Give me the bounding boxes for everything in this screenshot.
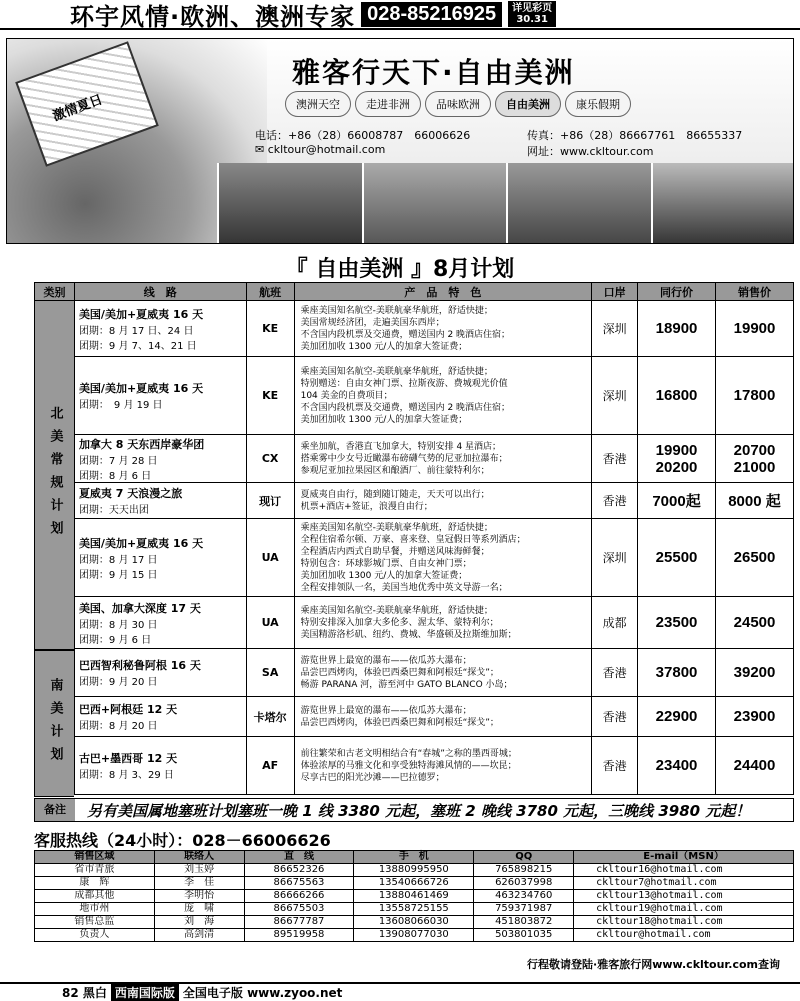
- svc-col: E-mail（MSN）: [574, 851, 794, 864]
- route-name: 古巴+墨西哥 12 天: [78, 752, 178, 765]
- tel-number: +86（28）66008787 66006626: [288, 129, 471, 142]
- feature-line: 美加团加收 1300 元/人的加拿大签证费；: [300, 570, 468, 581]
- feature-line: 机票+酒店+签证，浪漫自由行；: [300, 501, 433, 512]
- service-row: [35, 864, 794, 877]
- trade-price: 18900: [638, 301, 716, 357]
- feature-line: 美加团加收 1300 元/人的加拿大签证费；: [300, 341, 468, 352]
- route-date: 团期： 9 月 19 日: [78, 400, 163, 411]
- pill-item: 品味欧洲: [425, 91, 491, 117]
- retail-price: 17800: [716, 357, 794, 435]
- service-cell: 负责人: [35, 929, 155, 942]
- feature-line: 乘坐加航，香港直飞加拿大，特别安排 4 星酒店；: [300, 441, 502, 452]
- feature-line: 全程住宿希尔顿、万豪、喜来登、皇冠假日等系列酒店；: [300, 534, 526, 545]
- pill-item: 自由美洲: [495, 91, 561, 117]
- route-name: 巴西+阿根廷 12 天: [78, 703, 178, 716]
- service-cell: 13908077030: [354, 929, 474, 942]
- svc-col: 销售区域: [35, 851, 155, 864]
- trade-price: 23500: [638, 597, 716, 649]
- contact-tel: [255, 127, 470, 143]
- route-date: 团期：9 月 6 日: [78, 634, 152, 646]
- features-cell: [294, 597, 592, 649]
- route-date: 团期：8 月 30 日: [78, 619, 158, 631]
- service-cell: 省市青旅: [35, 864, 155, 877]
- service-cell: 刘玉婷: [154, 864, 244, 877]
- category-spacer: [35, 301, 75, 357]
- feature-line: 特别赠送：自由女神门票、拉斯夜游、费城观光价值: [300, 378, 508, 389]
- col-features: 产 品 特 色: [294, 283, 592, 301]
- retail-price: 39200: [716, 649, 794, 697]
- see-color-page: [508, 1, 556, 27]
- route-date: 团期：7 月 28 日: [78, 455, 158, 467]
- features-cell: [294, 357, 592, 435]
- pill-item: 澳洲天空: [285, 91, 351, 117]
- note-label: 备注: [35, 799, 75, 821]
- email-cell[interactable]: ckltour13@hotmail.com: [574, 890, 794, 903]
- category-spacer: [35, 697, 75, 737]
- feature-line: 夏威夷自由行，随到随订随走，天天可以出行；: [300, 489, 490, 500]
- note-bar: [34, 798, 794, 822]
- service-cell: 李明怡: [154, 890, 244, 903]
- route-date: 团期：8 月 20 日: [78, 721, 158, 732]
- service-cell: 463234760: [474, 890, 574, 903]
- col-trade-price: 同行价: [638, 283, 716, 301]
- col-route: 线 路: [74, 283, 246, 301]
- feature-line: 前往繁荣和古老文明相结合有“春城”之称的墨西哥城；: [300, 748, 517, 759]
- category-spacer: [35, 519, 75, 597]
- brand-title: 环宇风情·欧洲、澳洲专家: [70, 2, 356, 31]
- features-cell: [294, 301, 592, 357]
- contact-email[interactable]: [255, 143, 385, 156]
- category-spacer: [35, 737, 75, 795]
- service-cell: 13540666726: [354, 877, 474, 890]
- fax-label: 传真：: [527, 129, 560, 142]
- statue-photo: [651, 163, 795, 244]
- service-cell: 451803872: [474, 916, 574, 929]
- retail-price: 8000 起: [716, 483, 794, 519]
- route-cell: [74, 649, 246, 697]
- page-number: 82 黑白: [62, 985, 107, 1000]
- retail-price: 23900: [716, 697, 794, 737]
- port-cell: 香港: [592, 483, 638, 519]
- service-cell: 刘 海: [154, 916, 244, 929]
- route-name: 夏威夷 7 天浪漫之旅: [78, 487, 183, 500]
- service-cell: 销售总监: [35, 916, 155, 929]
- trade-price: 16800: [638, 357, 716, 435]
- svc-col: QQ: [474, 851, 574, 864]
- header-phone: 028-85216925: [361, 2, 502, 27]
- retail-price: 24400: [716, 737, 794, 795]
- web-label: 网址：: [527, 145, 560, 158]
- route-cell: [74, 519, 246, 597]
- service-header: [35, 851, 794, 864]
- svc-col: 手 机: [354, 851, 474, 864]
- plan-row: [35, 483, 794, 519]
- service-table: [34, 850, 794, 942]
- port-cell: 香港: [592, 649, 638, 697]
- route-date: 团期：8 月 3、29 日: [78, 770, 174, 781]
- email-value[interactable]: ckltour@hotmail.com: [267, 143, 386, 156]
- flight-cell: 现订: [246, 483, 294, 519]
- category-spacer: [35, 649, 75, 697]
- flight-cell: KE: [246, 301, 294, 357]
- top-banner: [0, 0, 800, 30]
- city-photo: [506, 163, 651, 244]
- flight-cell: UA: [246, 519, 294, 597]
- features-cell: [294, 649, 592, 697]
- email-cell[interactable]: ckltour@hotmail.com: [574, 929, 794, 942]
- route-date: 团期：8 月 6 日: [78, 470, 152, 482]
- site-link[interactable]: 全国电子版 www.zyoo.net: [182, 985, 343, 1000]
- mail-icon: ✉: [255, 143, 268, 156]
- port-cell: 深圳: [592, 301, 638, 357]
- plan-row: [35, 519, 794, 597]
- col-category: 类别: [35, 283, 75, 301]
- trade-price: 37800: [638, 649, 716, 697]
- port-cell: 深圳: [592, 519, 638, 597]
- feature-line: 体验浓厚的马雅文化和享受独特海滩风情的——坎昆；: [300, 760, 517, 771]
- retail-price: 19900: [716, 301, 794, 357]
- service-cell: 626037998: [474, 877, 574, 890]
- contact-fax: [527, 127, 742, 143]
- port-cell: 成都: [592, 597, 638, 649]
- service-cell: 86675503: [244, 903, 354, 916]
- see-line-1: 详见彩页: [512, 3, 553, 14]
- port-cell: 香港: [592, 737, 638, 795]
- feature-line: 乘座美国知名航空-美联航豪华航班，舒适快捷；: [300, 522, 493, 533]
- flight-cell: CX: [246, 435, 294, 483]
- flight-cell: UA: [246, 597, 294, 649]
- flight-cell: 卡塔尔: [246, 697, 294, 737]
- plan-row: [35, 697, 794, 737]
- plan-title: 『 自由美洲 』8月计划: [285, 257, 515, 282]
- service-cell: 13558725155: [354, 903, 474, 916]
- service-cell: 庞 啸: [154, 903, 244, 916]
- service-cell: 86652326: [244, 864, 354, 877]
- feature-line: 尽享古巴的阳光沙滩——巴拉德罗；: [300, 772, 445, 783]
- feature-line: 乘座美国知名航空-美联航豪华航班，舒适快捷；: [300, 305, 493, 316]
- trade-price: 19900 20200: [638, 435, 716, 483]
- email-cell[interactable]: ckltour18@hotmail.com: [574, 916, 794, 929]
- edition-box: 西南国际版: [111, 984, 179, 1001]
- service-cell: 地市州: [35, 903, 155, 916]
- features-cell: [294, 435, 592, 483]
- col-port: 口岸: [592, 283, 638, 301]
- retail-price: 20700 21000: [716, 435, 794, 483]
- route-cell: [74, 301, 246, 357]
- web-value[interactable]: www.ckltour.com: [560, 145, 654, 158]
- pill-item: 走进非洲: [355, 91, 421, 117]
- route-name: 美国/美加+夏威夷 16 天: [78, 382, 204, 395]
- feature-line: 品尝巴西烤肉，体验巴西桑巴舞和阿根廷“探戈”；: [300, 717, 499, 728]
- route-cell: [74, 737, 246, 795]
- flight-cell: AF: [246, 737, 294, 795]
- flight-cell: SA: [246, 649, 294, 697]
- route-cell: [74, 597, 246, 649]
- plan-row: [35, 597, 794, 649]
- email-cell[interactable]: ckltour7@hotmail.com: [574, 877, 794, 890]
- service-cell: 86666266: [244, 890, 354, 903]
- plan-header: [35, 283, 794, 301]
- plan-row: [35, 649, 794, 697]
- feature-line: 美国精游洛杉矶、纽约、费城、华盛顿及拉斯维加斯；: [300, 629, 517, 640]
- route-date: 团期：8 月 17 日: [78, 554, 158, 566]
- note-text: 另有美国属地塞班计划塞班一晚 1 线 3380 元起，塞班 2 晚线 3780 元起，三晚线 3980 元起！: [87, 801, 751, 820]
- tel-label: 电话：: [255, 129, 288, 142]
- sail-text: 激情夏日: [50, 92, 105, 125]
- route-name: 美国/美加+夏威夷 16 天: [78, 307, 204, 321]
- features-cell: [294, 519, 592, 597]
- service-cell: 成都其他: [35, 890, 155, 903]
- port-cell: 香港: [592, 697, 638, 737]
- service-row: [35, 903, 794, 916]
- trade-price: 25500: [638, 519, 716, 597]
- route-date: 团期：9 月 7、14、21 日: [78, 340, 197, 352]
- col-flight: 航班: [246, 283, 294, 301]
- feature-line: 不含国内段机票及交通费，赠送国内 2 晚酒店住宿；: [300, 402, 511, 413]
- route-cell: [74, 697, 246, 737]
- advert-block: [6, 38, 794, 244]
- route-cell: [74, 357, 246, 435]
- route-date: 团期：天天出团: [78, 505, 149, 516]
- route-name: 美国、加拿大深度 17 天: [78, 601, 201, 615]
- page-footer: [0, 982, 800, 1000]
- feature-line: 游览世界上最宽的瀑布——依瓜苏大瀑布；: [300, 655, 472, 666]
- category-spacer: [35, 483, 75, 519]
- flight-cell: KE: [246, 357, 294, 435]
- category-south-label: 南美计划: [47, 677, 63, 770]
- plan-row: [35, 301, 794, 357]
- feature-line: 特别包含：环球影城门票、自由女神门票；: [300, 558, 472, 569]
- plan-row: [35, 737, 794, 795]
- feature-line: 104 美金的自费项目；: [300, 390, 393, 401]
- service-row: [35, 877, 794, 890]
- trade-price: 22900: [638, 697, 716, 737]
- product-pills: [285, 91, 631, 117]
- service-cell: 高剑清: [154, 929, 244, 942]
- hotline: 客服热线（24小时）：028－66006626: [34, 831, 331, 850]
- service-cell: 503801035: [474, 929, 574, 942]
- category-north-label: 北美常规计划: [47, 406, 63, 544]
- svc-col: 直 线: [244, 851, 354, 864]
- retail-price: 24500: [716, 597, 794, 649]
- hollywood-photo: [362, 163, 507, 244]
- service-cell: 765898215: [474, 864, 574, 877]
- plan-table: [34, 282, 794, 795]
- email-cell[interactable]: ckltour19@hotmail.com: [574, 903, 794, 916]
- feature-line: 不含国内段机票及交通费，赠送国内 2 晚酒店住宿；: [300, 329, 511, 340]
- feature-line: 美加团加收 1300 元/人的加拿大签证费；: [300, 414, 468, 425]
- trade-price: 7000起: [638, 483, 716, 519]
- see-line-2: 30.31: [516, 14, 548, 25]
- features-cell: [294, 483, 592, 519]
- features-cell: [294, 697, 592, 737]
- feature-line: 搭乘雾中少女号近瞰瀑布磅礴气势的尼亚加拉瀑布；: [300, 453, 508, 464]
- service-cell: 李 佳: [154, 877, 244, 890]
- route-name: 加拿大 8 天东西岸豪华团: [78, 437, 205, 451]
- feature-line: 全程酒店内西式自助早餐，并赠送风味海鲜餐；: [300, 546, 490, 557]
- col-retail-price: 销售价: [716, 283, 794, 301]
- service-cell: 13880461469: [354, 890, 474, 903]
- pill-item: 康乐假期: [565, 91, 631, 117]
- service-row: [35, 929, 794, 942]
- route-name: 巴西智利秘鲁阿根 16 天: [78, 659, 201, 672]
- feature-line: 全程安排领队一名，美国当地优秀中英文导游一名；: [300, 582, 508, 593]
- category-spacer: [35, 435, 75, 483]
- service-cell: 13608066030: [354, 916, 474, 929]
- route-cell: [74, 435, 246, 483]
- photo-strip: [217, 163, 794, 244]
- route-date: 团期：8 月 17 日、24 日: [78, 325, 194, 337]
- service-cell: 86675563: [244, 877, 354, 890]
- email-cell[interactable]: ckltour16@hotmail.com: [574, 864, 794, 877]
- service-cell: 759371987: [474, 903, 574, 916]
- route-date: 团期：9 月 15 日: [78, 569, 158, 581]
- service-row: [35, 890, 794, 903]
- features-cell: [294, 737, 592, 795]
- plan-row: [35, 435, 794, 483]
- service-row: [35, 916, 794, 929]
- service-cell: 13880995950: [354, 864, 474, 877]
- service-cell: 89519958: [244, 929, 354, 942]
- ad-slogan: 雅客行天下·自由美洲: [292, 56, 575, 89]
- feature-line: 游览世界上最宽的瀑布——依瓜苏大瀑布；: [300, 705, 472, 716]
- port-cell: 香港: [592, 435, 638, 483]
- feature-line: 美国常规经济团，走遍美国东西岸；: [300, 317, 445, 328]
- route-name: 美国/美加+夏威夷 16 天: [78, 536, 204, 550]
- service-cell: 86677787: [244, 916, 354, 929]
- category-spacer: [35, 597, 75, 649]
- feature-line: 参观尼亚加拉果园区和酿酒厂、前往蒙特利尔；: [300, 465, 490, 476]
- route-date: 团期：9 月 20 日: [78, 677, 158, 688]
- feature-line: 畅游 PARANA 河，游至河中 GATO BLANCO 小岛；: [300, 679, 513, 690]
- feature-line: 乘座美国知名航空-美联航豪华航班，舒适快捷；: [300, 366, 493, 377]
- port-cell: 深圳: [592, 357, 638, 435]
- feature-line: 品尝巴西烤肉，体验巴西桑巴舞和阿根廷“探戈”；: [300, 667, 499, 678]
- svc-col: 联络人: [154, 851, 244, 864]
- feature-line: 乘座美国知名航空-美联航豪华航班，舒适快捷；: [300, 605, 493, 616]
- footer-line: 行程敬请登陆·雅客旅行网www.ckltour.com查询: [527, 958, 780, 971]
- retail-price: 26500: [716, 519, 794, 597]
- trade-price: 23400: [638, 737, 716, 795]
- category-spacer: [35, 357, 75, 435]
- route-cell: [74, 483, 246, 519]
- plan-row: [35, 357, 794, 435]
- service-cell: 康 辉: [35, 877, 155, 890]
- fax-number: +86（28）86667761 86655337: [560, 129, 743, 142]
- contact-web[interactable]: [527, 143, 653, 159]
- feature-line: 特别安排深入加拿大多伦多、渥太华、蒙特利尔；: [300, 617, 499, 628]
- liberty-photo: [217, 163, 362, 244]
